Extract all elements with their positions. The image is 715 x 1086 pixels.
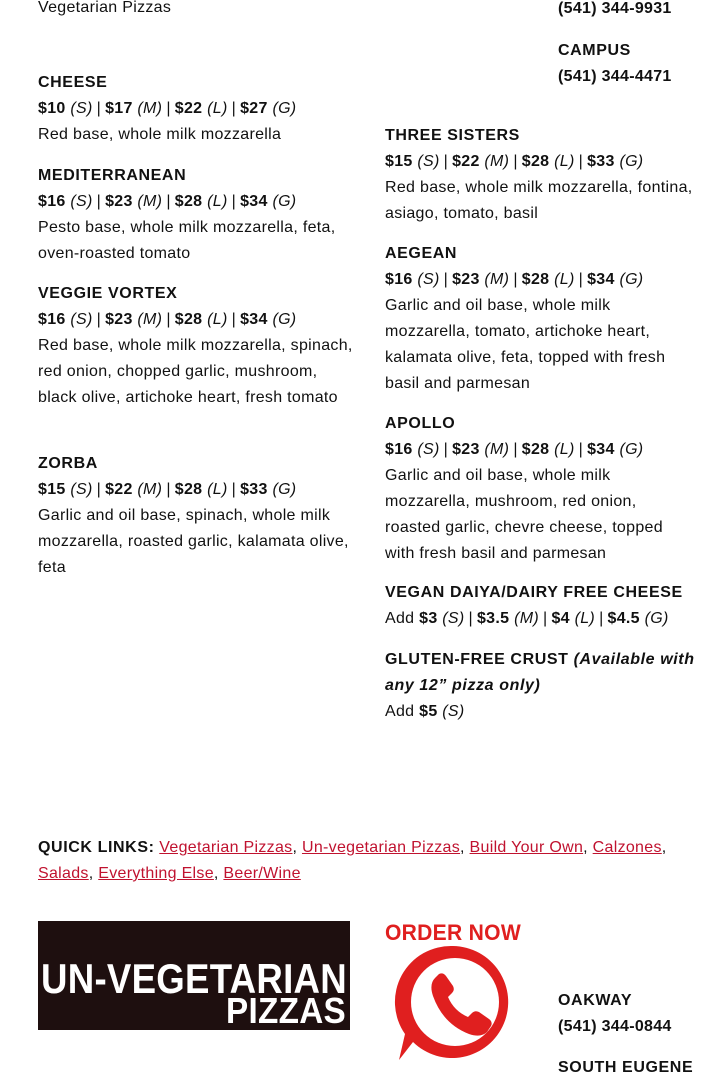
oakway-label: OAKWAY <box>558 992 633 1009</box>
banner-graphic <box>38 921 350 1030</box>
price-size: (L) <box>574 610 596 627</box>
price-amount: $28 <box>174 311 203 328</box>
phone-icon <box>395 946 508 1060</box>
item-name <box>385 647 695 699</box>
price-separator: | <box>578 441 584 458</box>
campus-phone-number[interactable]: (541) 344-4471 <box>558 68 672 85</box>
price-amount: $22 <box>452 153 480 170</box>
south-eugene-label: SOUTH EUGENE <box>558 1059 694 1076</box>
price-separator: | <box>578 271 584 288</box>
banner-line1: UN-VEGETARIAN <box>41 955 347 1002</box>
gluten-free-item <box>385 647 695 725</box>
banner-line2: PIZZAS <box>226 990 346 1031</box>
price-separator: | <box>542 610 548 627</box>
price-amount: $16 <box>38 311 66 328</box>
price-separator: | <box>513 271 518 288</box>
price-amount: $28 <box>174 193 203 210</box>
un-vegetarian-banner[interactable] <box>38 921 350 1030</box>
price-size: (G) <box>272 193 297 210</box>
price-amount: $16 <box>385 271 413 288</box>
price-amount: $15 <box>38 481 66 498</box>
price-size: (L) <box>207 100 228 117</box>
item-name: VEGAN DAIYA/DAIRY FREE CHEESE <box>385 584 683 601</box>
menu-item <box>38 70 356 148</box>
price-size: (M) <box>137 193 163 210</box>
price-amount: $23 <box>452 441 480 458</box>
price-amount: $17 <box>105 100 133 117</box>
price-separator: | <box>468 610 473 627</box>
price-separator: | <box>166 481 171 498</box>
quick-link[interactable]: Beer/Wine <box>223 865 301 882</box>
price-amount: $28 <box>174 481 203 498</box>
price-line <box>385 606 695 632</box>
price-separator: | <box>166 193 171 210</box>
campus-label: CAMPUS <box>558 42 631 59</box>
item-name: MEDITERRANEAN <box>38 167 187 184</box>
price-size: (S) <box>417 153 440 170</box>
price-amount: $28 <box>521 271 550 288</box>
vegan-cheese-item <box>385 580 695 632</box>
price-separator: | <box>443 153 449 170</box>
price-size: (L) <box>207 311 228 328</box>
price-separator: | <box>96 100 102 117</box>
price-size: (G) <box>619 153 644 170</box>
phone-number-top[interactable]: (541) 344-9931 <box>558 0 672 17</box>
quick-link[interactable]: Calzones <box>592 839 662 856</box>
price-amount: $33 <box>240 481 268 498</box>
section-title <box>38 0 171 21</box>
price-separator: | <box>231 311 237 328</box>
order-now-label: ORDER NOW <box>385 920 521 945</box>
menu-item <box>385 241 695 397</box>
price-amount: $34 <box>240 193 268 210</box>
price-amount: $23 <box>452 271 480 288</box>
price-line <box>38 307 356 333</box>
price-size: (M) <box>514 610 539 627</box>
order-now-button[interactable] <box>385 918 525 1068</box>
price-separator: | <box>443 441 449 458</box>
item-description: Red base, whole milk mozzarella <box>38 126 282 143</box>
price-size: (M) <box>137 481 163 498</box>
menu-item <box>38 281 356 411</box>
price-size: (S) <box>70 100 93 117</box>
price-amount: $5 <box>419 703 438 720</box>
price-size: (M) <box>137 100 163 117</box>
price-separator: | <box>96 193 102 210</box>
price-size: (L) <box>554 441 575 458</box>
quick-link[interactable]: Salads <box>38 865 89 882</box>
menu-item <box>38 163 356 267</box>
price-amount: $34 <box>587 271 615 288</box>
item-description: Garlic and oil base, whole milk mozzarella, mushroom, red onion, roasted garlic, chevre cheese, topped with fresh basil and parmesan <box>385 467 663 562</box>
menu-item <box>385 123 695 227</box>
price-separator: | <box>513 153 518 170</box>
menu-item <box>38 451 356 581</box>
price-size: (S) <box>442 610 465 627</box>
price-size: (M) <box>484 441 510 458</box>
price-line <box>385 267 695 293</box>
price-size: (G) <box>619 271 644 288</box>
item-description: Garlic and oil base, spinach, whole milk mozzarella, roasted garlic, kalamata olive, feta <box>38 507 349 576</box>
price-line <box>38 477 356 503</box>
price-size: (L) <box>207 193 228 210</box>
price-separator: | <box>513 441 518 458</box>
price-size: (G) <box>272 481 297 498</box>
price-separator: | <box>166 311 171 328</box>
price-amount: $16 <box>385 441 413 458</box>
price-amount: $10 <box>38 100 66 117</box>
price-separator: | <box>166 100 171 117</box>
quick-link[interactable]: Everything Else <box>98 865 214 882</box>
price-size: (M) <box>484 271 510 288</box>
quick-links: QUICK LINKS: Vegetarian Pizzas, Un-vegetarian Pizzas, Build Your Own, Calzones, Salads, Everything Else, Beer/Wine <box>38 839 667 882</box>
price-size: (G) <box>272 100 297 117</box>
item-name: THREE SISTERS <box>385 127 520 144</box>
price-amount: $23 <box>105 311 133 328</box>
price-amount: $33 <box>587 153 615 170</box>
price-size: (M) <box>137 311 163 328</box>
price-size: (S) <box>70 311 93 328</box>
price-amount: $4 <box>551 610 570 627</box>
price-separator: | <box>231 100 237 117</box>
item-name: APOLLO <box>385 415 456 432</box>
price-amount: $3.5 <box>476 610 510 627</box>
quick-link[interactable]: Un-vegetarian Pizzas <box>301 839 461 856</box>
price-separator: | <box>443 271 449 288</box>
price-amount: $22 <box>174 100 203 117</box>
price-size: (G) <box>644 610 669 627</box>
price-size: (L) <box>207 481 228 498</box>
price-line <box>38 189 356 215</box>
price-separator: | <box>231 193 237 210</box>
menu-item <box>385 411 695 567</box>
price-size: (L) <box>554 271 575 288</box>
quick-link[interactable]: Vegetarian Pizzas <box>159 839 293 856</box>
item-name: ZORBA <box>38 455 98 472</box>
price-amount: $28 <box>521 153 550 170</box>
price-size: (M) <box>484 153 510 170</box>
price-amount: $23 <box>105 193 133 210</box>
price-amount: $34 <box>587 441 615 458</box>
gluten-free-availability: (Available with any 12” pizza only) <box>385 651 695 694</box>
price-line <box>38 96 356 122</box>
price-size: (S) <box>417 271 440 288</box>
price-prefix: Add <box>385 610 415 627</box>
price-separator: | <box>96 311 102 328</box>
price-amount: $27 <box>240 100 268 117</box>
price-size: (S) <box>70 481 93 498</box>
item-name: AEGEAN <box>385 245 458 262</box>
locations-top <box>558 0 672 90</box>
price-size: (G) <box>272 311 297 328</box>
order-now-graphic <box>385 918 525 1068</box>
price-separator: | <box>599 610 604 627</box>
item-description: Red base, whole milk mozzarella, spinach, red onion, chopped garlic, mushroom, black olive, artichoke heart, fresh tomato <box>38 337 353 406</box>
price-separator: | <box>96 481 102 498</box>
price-line <box>385 149 695 175</box>
price-amount: $34 <box>240 311 268 328</box>
price-size: (S) <box>70 193 93 210</box>
item-description: Red base, whole milk mozzarella, fontina, asiago, tomato, basil <box>385 179 693 222</box>
gluten-free-name: GLUTEN-FREE CRUST <box>385 651 569 668</box>
price-line <box>385 437 695 463</box>
item-name: VEGGIE VORTEX <box>38 285 178 302</box>
price-separator: | <box>578 153 584 170</box>
price-amount: $22 <box>105 481 133 498</box>
price-size: (S) <box>442 703 465 720</box>
price-amount: $3 <box>419 610 438 627</box>
price-size: (L) <box>554 153 575 170</box>
price-line <box>385 699 695 725</box>
price-separator: | <box>231 481 237 498</box>
price-prefix: Add <box>385 703 415 720</box>
price-size: (S) <box>417 441 440 458</box>
item-description: Pesto base, whole milk mozzarella, feta, oven-roasted tomato <box>38 219 336 262</box>
price-amount: $4.5 <box>607 610 640 627</box>
item-name: CHEESE <box>38 74 108 91</box>
price-amount: $16 <box>38 193 66 210</box>
price-amount: $28 <box>521 441 550 458</box>
price-size: (G) <box>619 441 644 458</box>
item-description: Garlic and oil base, whole milk mozzarella, tomato, artichoke heart, kalamata olive, feta, topped with fresh basil and parmesan <box>385 297 666 392</box>
price-amount: $15 <box>385 153 413 170</box>
oakway-phone-number[interactable]: (541) 344-0844 <box>558 1018 672 1035</box>
section-title-text: Vegetarian Pizzas <box>38 0 172 16</box>
locations-bottom <box>558 988 693 1081</box>
quick-links-label: QUICK LINKS: <box>38 839 155 856</box>
quick-link[interactable]: Build Your Own <box>469 839 584 856</box>
